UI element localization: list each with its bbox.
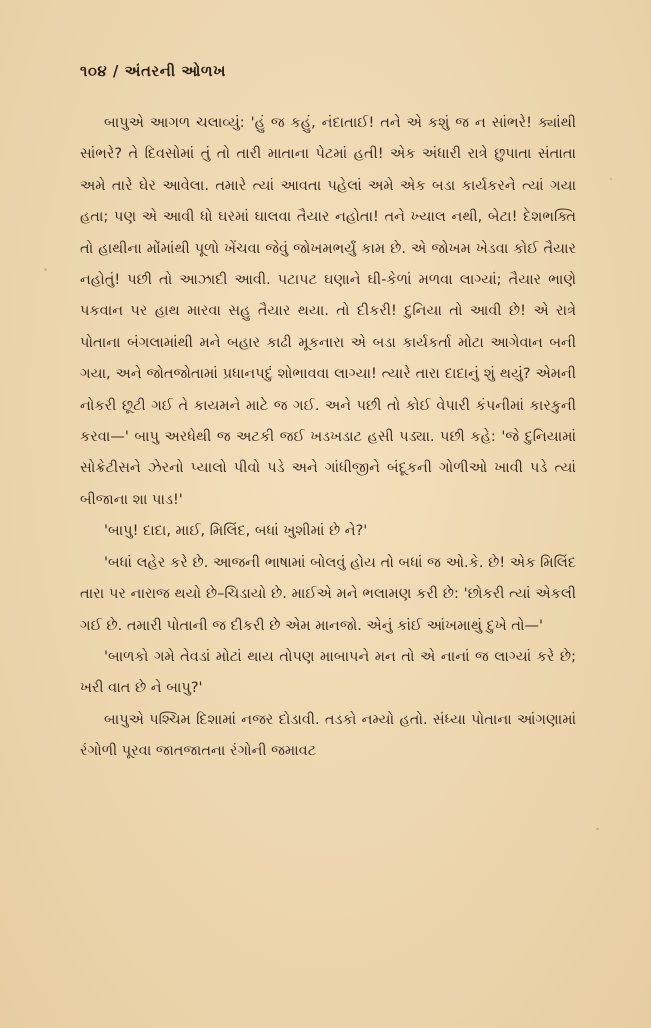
book-title: અંતરની ઓળખ xyxy=(124,62,226,80)
paragraph: 'બાળકો ગમે તેવડાં મોટાં થાય તોપણ માબાપને મન તો એ નાનાં જ લાગ્યાં કરે છે; ખરી વાત છે ને બાપુ?' xyxy=(80,648,576,697)
running-header xyxy=(80,62,226,80)
paper-speck xyxy=(610,178,612,180)
header-separator: / xyxy=(112,62,119,80)
paragraph: બાપુએ આગળ ચલાવ્યું: 'હું જ કહું, નંદાતાઈ! તને એ કશું જ ન સાંભરે! ક્યાંથી સાંભરે? તે દિવસોમાં તું તો તારી માતાના પેટમાં હતી! એક અંધારી રાત્રે છુપાતા સંતાતા અમે તારે ઘેર આવેલા. તમારે ત્યાં આવતા પહેલાં અમે એક બડા કાર્યકરને ત્યાં ગયા હતા; પણ એ આવી ધો ઘરમાં ઘાલવા તૈયાર નહોતા! તને ખ્યાલ નથી, બેટા! દેશભક્તિ તો હાથીના મોંમાંથી પૂળો ખેંચવા જેવું જોખમભર્યું કામ છે. એ જોખમ ખેડવા કોઈ તૈયાર નહોતું! પછી તો આઝાદી આવી. પટાપટ ઘણાને ઘી-કેળાં મળવા લાગ્યાં; તૈયાર ભાણે પકવાન પર હાથ મારવા સહુ તૈયાર થયા. તો દીકરી! દુનિયા તો આવી છે! એ રાત્રે પોતાના બંગલામાંથી મને બહાર કાઢી મૂકનારા એ બડા કાર્યકર્તા મોટા આગેવાન બની ગયા, અને જોતજોતામાં પ્રધાનપદું શોભાવવા લાગ્યા! ત્યારે તારા દાદાનું શું થયું? એમની નોકરી છૂટી ગઈ તે કાયમને માટે જ ગઈ. અને પછી તો કોઈ વેપારી કંપનીમાં કારકુની કરવા—' બાપુ અરધેથી જ અટકી જઈ ખડખડાટ હસી પડ્યા. પછી કહે: 'જે દુનિયામાં સોક્રેટીસને ઝેરનો પ્યાલો પીવો પડે અને ગાંધીજીને બંદૂકની ગોળીઓ ખાવી પડે ત્યાં બીજાના શા પાડ!' xyxy=(80,115,576,508)
paragraph: બાપુએ પશ્ચિમ દિશામાં નજર દોડાવી. તડકો નમ્યો હતો. સંધ્યા પોતાના આંગણામાં રંગોળી પૂરવા જાતજાતના રંગોની જમાવટ xyxy=(80,711,576,760)
paragraph: 'બાપુ! દાદા, માઈ, મિલિંદ, બધાં ખુશીમાં છે ને?' xyxy=(104,523,368,540)
paper-speck xyxy=(44,268,47,271)
body-text xyxy=(80,108,576,768)
page-number: ૧૦૪ xyxy=(80,62,108,80)
paper-speck xyxy=(596,828,599,830)
paragraph: 'બધાં લહેર કરે છે. આજની ભાષામાં બોલવું હોય તો બધાં જ ઓ.કે. છે! એક મિલિંદ તારા પર નારાજ થયો છે–ચિડાયો છે. માઈએ મને ભલામણ કરી છે: 'છોકરી ત્યાં એકલી ગઈ છે. તમારી પોતાની જ દીકરી છે એમ માનજો. એનું કાંઈ આંખમાથું દુખે તો—' xyxy=(80,554,576,634)
